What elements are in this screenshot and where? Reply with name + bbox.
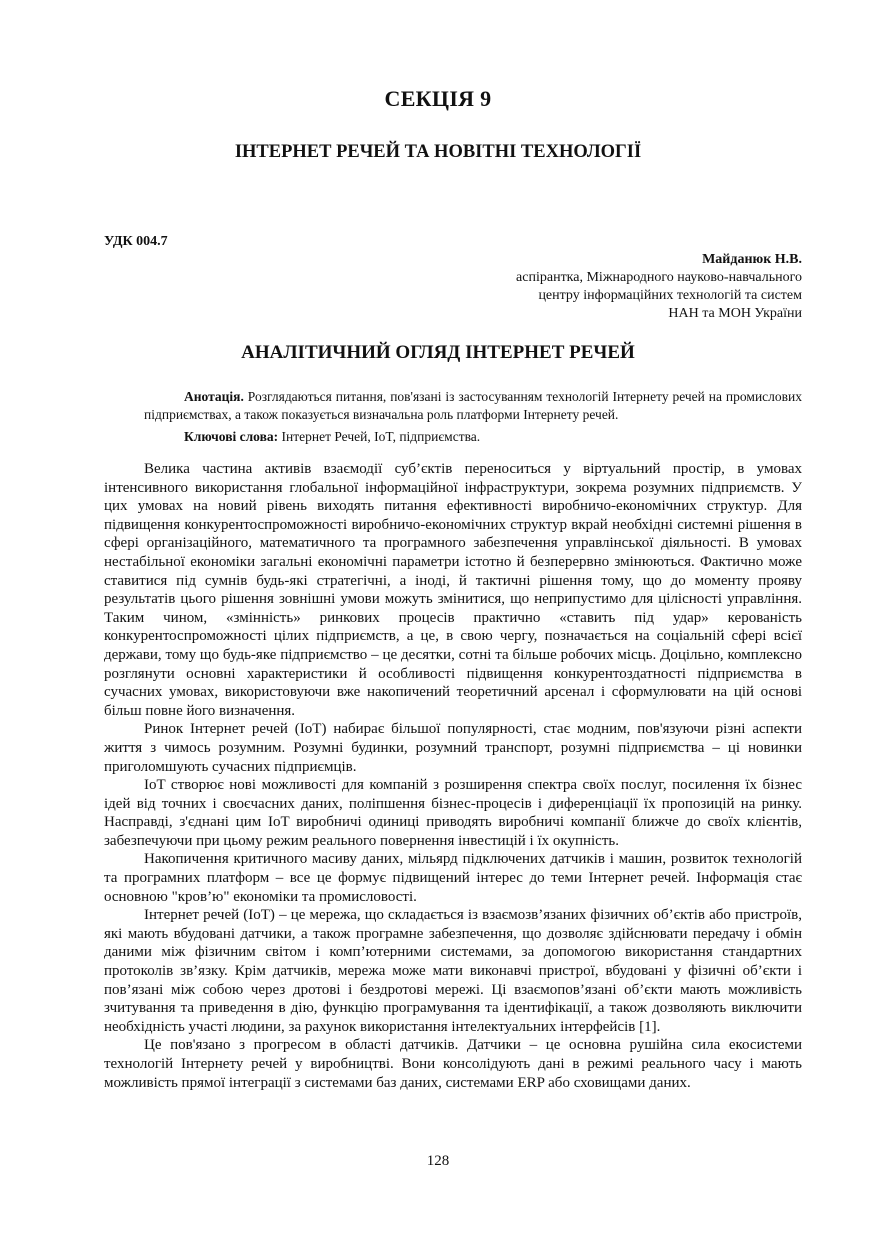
body-paragraph: Інтернет речей (IoT) – це мережа, що складається із взаємозв’язаних фізичних об’єктів або пристроїв, які мають вбудовані датчики, а також програмне забезпечення, що дозволяє здійснювати передачу і обмін даними між фізичним світом і комп’ютерними системами, за допомогою використання стандартних протоколів зв’язку. Крім датчиків, мережа може мати виконавчі пристрої, вбудовані у фізичні об’єкти і пов’язані між собою через дротові і бездротові мережі. Ці взаємопов’язані об’єкти мають можливість зчитування та приведення в дію, функцію програмування та ідентифікації, а також дозволяють виключити необхідність участі людини, за рахунок використання інтелектуальних інтерфейсів [1]. <box>104 907 802 1035</box>
body-paragraph: Велика частина активів взаємодії суб’єктів переноситься у віртуальний простір, в умовах інтенсивного використання глобальної інформаційної інфраструктури, зокрема розумних підприємств. У цих умовах на новий рівень виходять питання ефективності виробничо-економічних структур. Для підвищення конкурентоспроможності виробничо-економічних структур вкрай необхідні системні рішення в сфері організаційного, математичного та програмного забезпечення управлінської діяльності. В умовах нестабільної економіки загальні економічні параметри істотно й безперервно змінюються. Фактично може ставитися під сумнів будь-які стратегічні, а іноді, й тактичні рішення тому, що до моменту прояву результатів цього рішення зовнішні умови можуть змінитися, що неприпустимо для цілісності управління. Таким чином, «змінність» ринкових процесів практично «ставить під удар» керованість конкурентоспроможності цілих підприємств, а це, в свою чергу, позначається на соціальній сфері всієї держави, тому що будь-яке підприємство – це десятки, сотні та більше робочих місць. Доцільно, комплексно розглянути основні характеристики й особливості підвищення конкурентоздатності підприємства в сучасних умовах, використовуючи вже накопичений теоретичний арсенал і сформулювати на цій основі більш повне його визначення. <box>104 461 802 719</box>
author-block <box>516 251 802 323</box>
affiliation-line: НАН та МОН України <box>668 306 802 321</box>
body-text <box>104 460 802 1092</box>
abstract-text: Розглядаються питання, пов'язані із застосуванням технологій Інтернету речей на промислових підприємствах, а також показується визначальна роль платформи Інтернету речей. <box>144 389 802 422</box>
keywords <box>184 428 802 446</box>
body-paragraph: Це пов'язано з прогресом в області датчиків. Датчики – це основна рушійна сила екосистеми технологій Інтернету речей у виробництві. Вони консолідують дані в режимі реального часу і мають можливість прямої інтеграції з системами баз даних, системами ERP або сховищами даних. <box>104 1037 802 1091</box>
body-paragraph: Накопичення критичного масиву даних, мільярд підключених датчиків і машин, розвиток технологій та програмних платформ – все це формує підвищений інтерес до теми Інтернет речей. Інформація стає основною "кров’ю" економіки та промисловості. <box>104 851 802 905</box>
author-name: Майданюк Н.В. <box>702 252 802 267</box>
udc-code: УДК 004.7 <box>104 234 168 249</box>
keywords-label: Ключові слова: <box>184 429 279 444</box>
affiliation-line: аспірантка, Міжнародного науково-навчального <box>516 270 802 285</box>
section-subtitle: ІНТЕРНЕТ РЕЧЕЙ ТА НОВІТНІ ТЕХНОЛОГІЇ <box>234 142 642 162</box>
page-number: 128 <box>426 1153 450 1169</box>
abstract <box>144 388 802 423</box>
body-paragraph: IoT створює нові можливості для компаній з розширення спектра своїх послуг, посилення їх бізнес ідей від точних і своєчасних даних, поліпшення бізнес-процесів і диференціації їх пропозицій на ринку. Насправді, з'єднані цим IoT виробничі одиниці приводять виробничі компанії ближче до своїх клієнтів, забезпечуючи при цьому режим реального повернення інвестицій і їх окупність. <box>104 777 802 849</box>
abstract-label: Анотація. <box>184 389 244 404</box>
body-paragraph: Ринок Інтернет речей (IoT) набирає більшої популярності, стає модним, пов'язуючи різні аспекти життя з чимось розумним. Розумні будинки, розумний транспорт, розумні підприємства – ці новинки приголомшують сучасних підприємців. <box>104 721 802 775</box>
affiliation-line: центру інформаційних технологій та систем <box>538 288 802 303</box>
keywords-text: Інтернет Речей, IoT, підприємства. <box>281 429 481 444</box>
section-title: СЕКЦІЯ 9 <box>384 86 492 111</box>
article-title: АНАЛІТИЧНИЙ ОГЛЯД ІНТЕРНЕТ РЕЧЕЙ <box>241 342 635 363</box>
